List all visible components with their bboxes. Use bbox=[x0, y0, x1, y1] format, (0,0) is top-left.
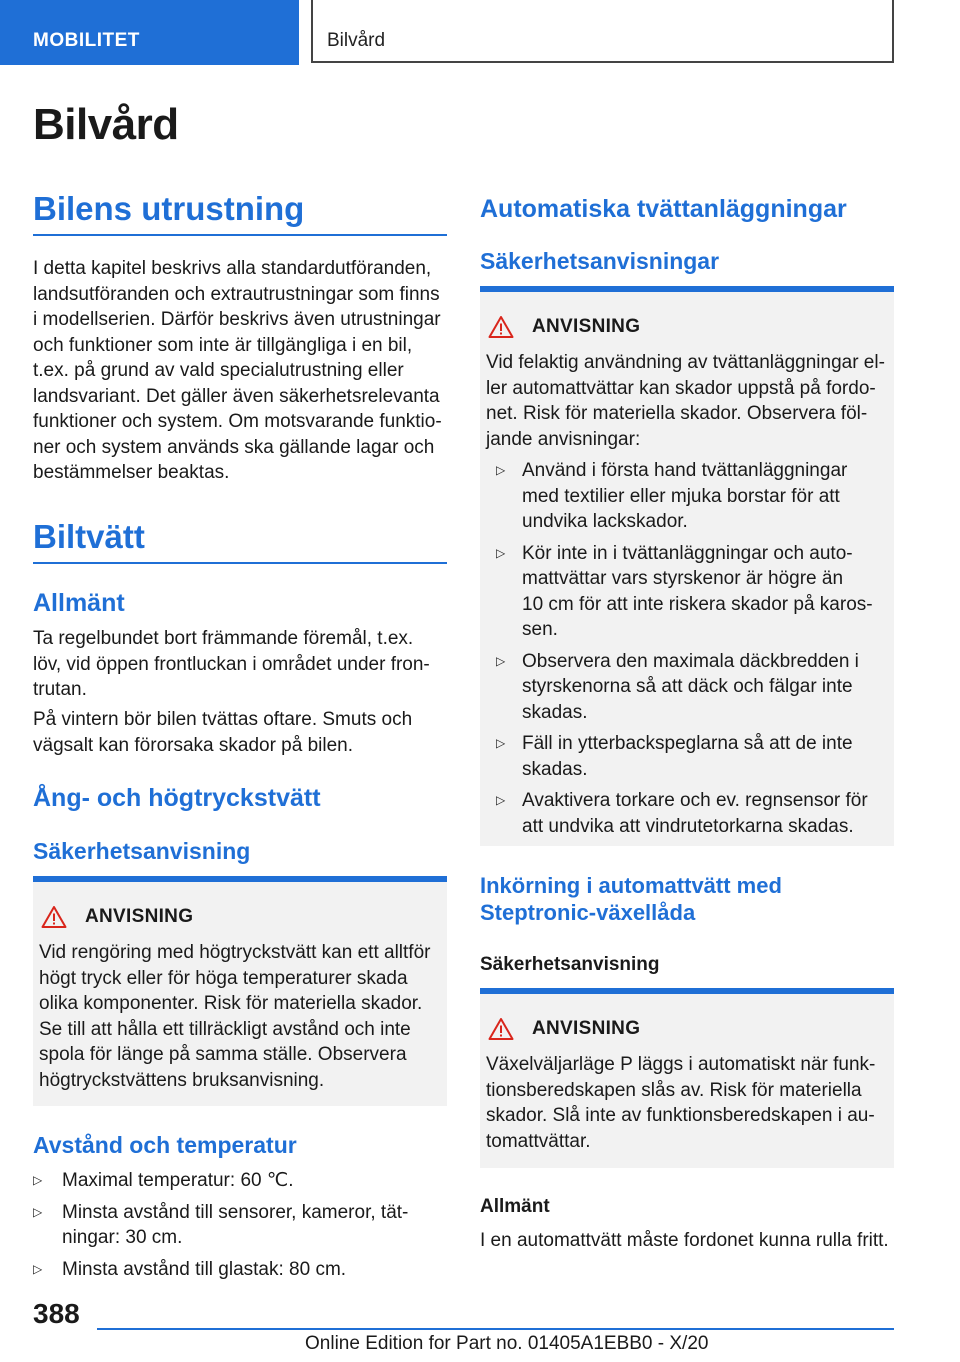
triangle-bullet-icon: ▷ bbox=[496, 653, 506, 668]
notice-header bbox=[41, 904, 193, 930]
edition-text: Online Edition for Part no. 01405A1EBB0 - X/20 bbox=[305, 1333, 709, 1354]
warning-triangle-icon bbox=[488, 1017, 514, 1041]
notice-text: Vid rengöring med högtryckstvätt kan ett alltför högt tryck eller för höga temperaturer skada olika komponenter. Risk för materiella skador. Se till att hålla ett tillräckligt avstånd och inte spola för länge på samma ställe. Observera högtryckstvättens bruksanvisning. bbox=[39, 942, 431, 1091]
list-item: ▷ Observera den maximala däckbredden i styrskenorna så att däck och fälgar inte skadas. bbox=[496, 650, 859, 723]
triangle-bullet-icon: ▷ bbox=[33, 1204, 43, 1219]
list-item: ▷ Maximal temperatur: 60 ℃. bbox=[33, 1168, 447, 1194]
notice-text: Växelväljarläge P läggs i automatiskt när funk- tionsberedskapen slås av. Risk för materiella skador. Slå inte av funktionsberedskapen i au- tomattvättar. bbox=[486, 1054, 876, 1152]
general-2-text: I en automattvätt måste fordonet kunna rulla fritt. bbox=[480, 1230, 889, 1251]
triangle-bullet-icon: ▷ bbox=[496, 545, 506, 560]
list-item: ▷ Använd i första hand tvättanläggningar med textilier eller mjuka borstar för att undvika lackskador. bbox=[496, 460, 848, 532]
heading-distance-temperature: Avstånd och temperatur bbox=[33, 1132, 297, 1158]
page-title: Bilvård bbox=[33, 100, 179, 149]
notice-box bbox=[480, 988, 894, 1168]
heading-runin-steptronic: Inkörning i automattvätt med Steptronic-växellåda bbox=[480, 873, 782, 925]
heading-auto-wash: Automatiska tvättanläggningar bbox=[480, 195, 847, 223]
list-item: ▷ Minsta avstånd till sensorer, kameror, tät- ningar: 30 cm. bbox=[33, 1201, 409, 1248]
notice-list bbox=[496, 458, 888, 839]
notice-box bbox=[480, 286, 894, 846]
page-number: 388 bbox=[33, 1298, 80, 1329]
section-label: MOBILITET bbox=[33, 30, 140, 51]
notice-header bbox=[488, 1016, 640, 1042]
heading-general: Allmänt bbox=[33, 589, 125, 617]
heading-carwash: Biltvätt bbox=[33, 518, 447, 564]
heading-steam-wash: Ång- och högtryckstvätt bbox=[33, 784, 321, 812]
warning-triangle-icon bbox=[41, 905, 67, 929]
chapter-tab bbox=[311, 0, 894, 63]
triangle-bullet-icon: ▷ bbox=[496, 736, 506, 750]
list-item: ▷ Avaktivera torkare och ev. regnsensor för att undvika att vindrutetorkarna skadas. bbox=[496, 790, 868, 837]
notice-label: ANVISNING bbox=[85, 906, 194, 927]
heading-safety-plural: Säkerhetsanvisningar bbox=[480, 248, 720, 274]
triangle-bullet-icon: ▷ bbox=[33, 1261, 43, 1276]
equipment-text: I detta kapitel beskrivs alla standardutföranden, landsutföranden och extrautrustningar som finns i modellserien. Därför beskrivs även utrustningar och funktioner som inte är tillgängliga i en bil, t.ex. på grund av vald specialutrustning eller landsvariant. Det gäller även säkerhetsrelevanta funktioner och system. Om motsvarande funktio- ner och system används ska gällande lagar och bestämmelser beaktas. bbox=[33, 258, 442, 483]
warning-triangle-icon bbox=[488, 315, 514, 339]
chapter-label: Bilvård bbox=[327, 30, 386, 51]
heading-safety: Säkerhetsanvisning bbox=[33, 838, 251, 864]
triangle-bullet-icon: ▷ bbox=[33, 1173, 43, 1187]
section-tab bbox=[0, 0, 299, 65]
footer-divider bbox=[97, 1328, 894, 1330]
list-item: ▷ Minsta avstånd till glastak: 80 cm. bbox=[33, 1257, 447, 1283]
triangle-bullet-icon: ▷ bbox=[496, 793, 506, 807]
heading-safety-2: Säkerhetsanvisning bbox=[480, 954, 660, 975]
heading-equipment: Bilens utrustning bbox=[33, 190, 447, 236]
distance-list bbox=[33, 1168, 447, 1282]
notice-label: ANVISNING bbox=[532, 316, 641, 337]
notice-box bbox=[33, 876, 447, 1106]
notice-text: Vid felaktig användning av tvättanläggningar el- ler automattvättar kan skador uppstå på fordo- net. Risk för materiella skador. Observera föl- jande anvisningar: bbox=[486, 352, 885, 450]
list-item: ▷ Kör inte in i tvättanläggningar och auto- mattvättar vars styrskenor är högre än 10 cm för att inte riskera skador på karos- sen. bbox=[496, 542, 873, 640]
notice-label: ANVISNING bbox=[532, 1018, 641, 1039]
heading-general-2: Allmänt bbox=[480, 1196, 550, 1217]
general-text: Ta regelbundet bort främmande föremål, t.ex. löv, vid öppen frontluckan i området under fron- trutan. bbox=[33, 628, 430, 700]
list-item: ▷ Fäll in ytterbackspeglarna så att de inte skadas. bbox=[496, 733, 853, 780]
triangle-bullet-icon: ▷ bbox=[496, 463, 506, 477]
winter-text: På vintern bör bilen tvättas oftare. Smuts och vägsalt kan förorsaka skador på bilen. bbox=[33, 709, 413, 756]
notice-header bbox=[488, 314, 640, 340]
